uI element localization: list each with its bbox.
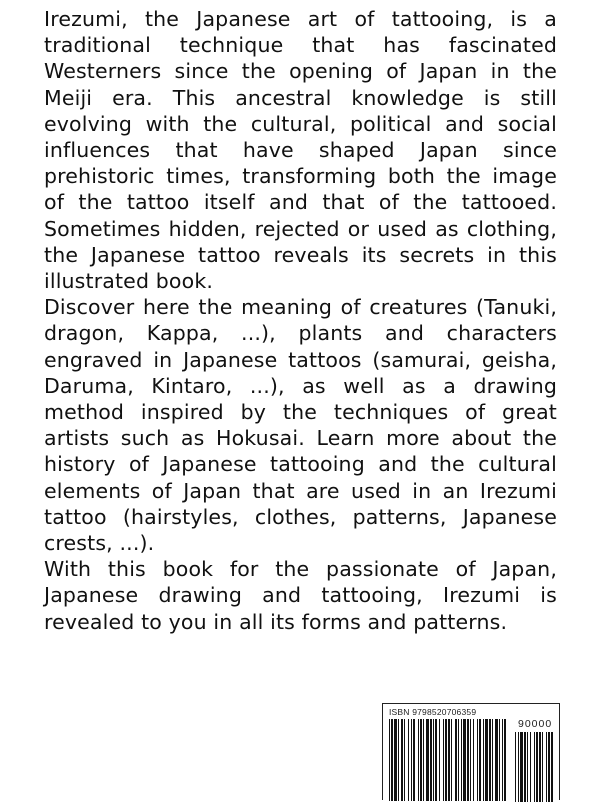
price-barcode-bar: [546, 732, 547, 802]
isbn-label: ISBN 9798520706359: [389, 707, 477, 717]
barcode-bar: [455, 719, 457, 801]
barcode-bar: [479, 719, 481, 801]
barcode-bar: [394, 719, 397, 801]
barcode-bar: [504, 719, 506, 801]
barcode-bar: [463, 719, 466, 801]
barcode-bar: [492, 719, 493, 801]
barcode-bar: [420, 719, 422, 801]
barcode-bar: [470, 719, 471, 801]
price-barcode-bar: [539, 732, 541, 802]
price-barcode-bar: [520, 732, 523, 802]
barcode-bar: [391, 719, 393, 801]
price-code-label: 90000: [518, 718, 553, 730]
barcode-bar: [418, 719, 419, 801]
barcode-bar: [426, 719, 429, 801]
description-paragraph-3: With this book for the passionate of Japan, Japanese drawing and tattooing, Irezumi is revealed to you in all its forms and patterns.: [44, 557, 557, 634]
description-paragraph-1: Irezumi, the Japanese art of tattooing, is a traditional technique that has fascinated Westerners since the opening of Japan in the Meiji era. This ancestral knowledge is still evolving with the cultural, political and social influences that have shaped Japan since prehistoric times, transforming both the image of the tattoo itself and that of the tattooed. Sometimes hidden, rejected or used as clothing, the Japanese tattoo reveals its secrets in this illustrated book.: [44, 7, 557, 294]
barcode-bar: [433, 719, 434, 801]
price-barcode-bar: [542, 732, 543, 802]
price-barcode: [515, 732, 555, 802]
barcode-bar: [458, 719, 459, 801]
barcode-bar: [435, 719, 437, 801]
price-barcode-bar: [534, 732, 535, 802]
price-barcode-bar: [530, 732, 531, 802]
barcode-bar: [401, 719, 403, 801]
back-cover-description: [44, 6, 557, 635]
barcode-bar: [467, 719, 469, 801]
barcode-bar: [411, 719, 412, 801]
barcode-bar: [439, 719, 440, 801]
barcode-bar: [473, 719, 474, 801]
barcode-bar: [430, 719, 432, 801]
barcode-bar: [404, 719, 405, 801]
barcode-bar: [485, 719, 488, 801]
barcode-bar: [502, 719, 503, 801]
barcode-bar: [443, 719, 444, 801]
barcode-bar: [451, 719, 452, 801]
price-barcode-bar: [548, 732, 550, 802]
barcode-bar: [413, 719, 415, 801]
price-barcode-bar: [551, 732, 553, 802]
price-barcode-bar: [536, 732, 538, 802]
barcode-bar: [389, 719, 390, 801]
barcode-bar: [423, 719, 424, 801]
barcode-bar: [499, 719, 500, 801]
barcode-bar: [489, 719, 491, 801]
barcode-bar: [477, 719, 478, 801]
price-barcode-bar: [527, 732, 528, 802]
isbn-barcode-box: [382, 703, 560, 800]
price-barcode-bar: [524, 732, 526, 802]
barcode-bar: [445, 719, 447, 801]
description-paragraph-2: Discover here the meaning of creatures (Tanuki, dragon, Kappa, ...), plants and characters engraved in Japanese tattoos (samurai, geisha, Daruma, Kintaro, ...), as well as a drawing method inspired by the techniques of great artists such as Hokusai. Learn more about the history of Japanese tattooing and the cultural elements of Japan that are used in an Irezumi tattoo (hairstyles, clothes, patterns, Japanese crests, ...).: [44, 295, 557, 556]
barcode-bar: [448, 719, 450, 801]
barcode-bar: [483, 719, 484, 801]
barcode-bar: [408, 719, 409, 801]
barcode-bar: [495, 719, 498, 801]
barcode-bar: [461, 719, 462, 801]
price-barcode-bar: [515, 732, 516, 802]
isbn-barcode: [389, 719, 509, 801]
price-barcode-bar: [518, 732, 519, 802]
barcode-bar: [398, 719, 399, 801]
